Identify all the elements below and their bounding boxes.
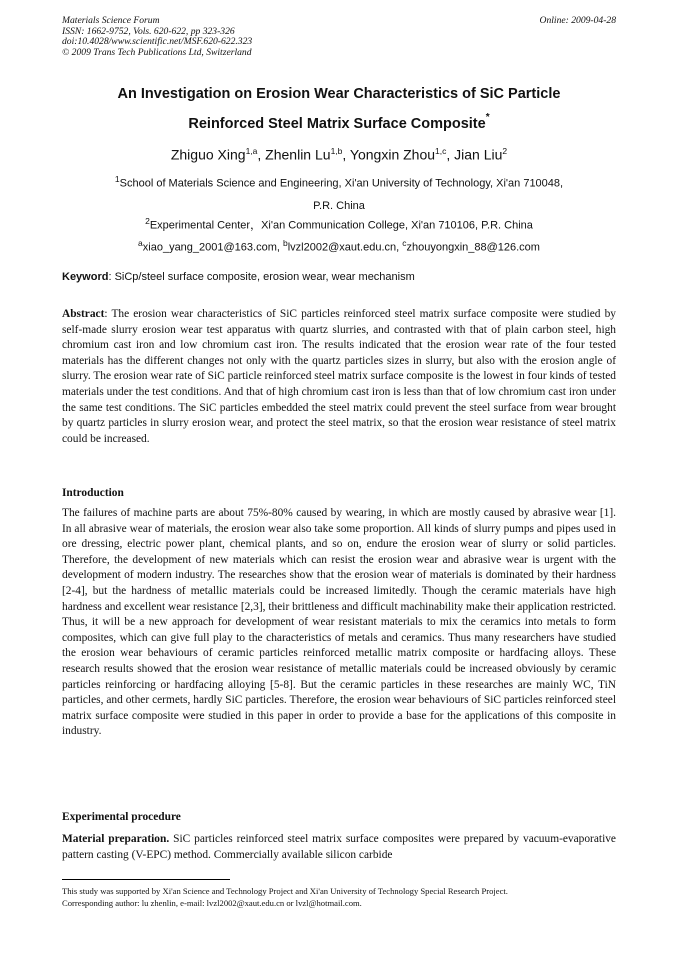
introduction-heading: Introduction xyxy=(62,487,124,499)
email-line xyxy=(70,232,608,259)
aff2-text: Experimental Center，Xi'an Communication College, Xi'an 710106, P.R. China xyxy=(149,219,533,232)
footnote xyxy=(62,885,616,909)
author-sep: , xyxy=(342,146,350,163)
email-b-sup: b xyxy=(282,238,288,248)
abstract-text: : The erosion wear characteristics of SiC particles reinforced steel matrix surface composite were studied by self-made slurry erosion wear test apparatus with quartz slurries, and contrasted with that of plain carbon steel, high chromium cast iron and low chromium cast iron. The results indicated that the erosion wear rate of the four tested materials has the different changes not only with the quartz particles sizes in slurry, but also with the erosion angle of slurry. The erosion wear rate of SiC particle reinforced steel matrix surface composite is the lowest in four kinds of tested materials under the test conditions. And that of high chromium cast iron is less than that of low chromium cast iron under the same test conditions. The SiC particles embedded the steel matrix could prevent the steel surface from wear brought by quartz particles in slurry erosion wear, and protect the steel matrix, so that the erosion wear resistance of steel matrix could be increased. xyxy=(62,308,616,445)
aff1-line1: School of Materials Science and Engineering, Xi'an University of Technology, Xi'an 710048, xyxy=(119,177,564,190)
author-sup: 2 xyxy=(502,146,508,156)
email-c-sup: c xyxy=(402,238,407,248)
author-sep: , xyxy=(446,146,455,163)
footnote-rule xyxy=(62,879,230,880)
title-footnote-mark: * xyxy=(485,112,490,123)
author-sep: , xyxy=(257,146,266,163)
online-date: Online: 2009-04-28 xyxy=(539,15,616,26)
email-a: xiao_yang_2001@163.com, xyxy=(142,241,283,254)
experimental-body xyxy=(62,832,616,863)
issn-line: ISSN: 1662-9752, Vols. 620-622, pp 323-326 xyxy=(62,25,235,37)
author-sup: 1,a xyxy=(245,146,258,156)
footnote-funding: This study was supported by Xi'an Science and Technology Project and Xi'an University of Technology Special Research Project. xyxy=(62,886,508,896)
journal-header xyxy=(62,16,616,58)
author-sup: 1,b xyxy=(330,146,343,156)
footnote-corresponding: Corresponding author: lu zhenlin, e-mail: lvzl2002@xaut.edu.cn or lvzl@hotmail.com. xyxy=(62,898,362,908)
keywords-text: : SiCp/steel surface composite, erosion wear, wear mechanism xyxy=(108,271,415,283)
journal-name: Materials Science Forum xyxy=(62,15,160,26)
experimental-heading: Experimental procedure xyxy=(62,811,181,823)
keywords xyxy=(62,271,616,283)
email-c: zhouyongxin_88@126.com xyxy=(406,241,540,254)
aff2-sup: 2 xyxy=(145,216,150,226)
aff1-line2: P.R. China xyxy=(313,199,365,212)
author: Zhenlin Lu xyxy=(265,146,331,163)
email-b: lvzl2002@xaut.edu.cn, xyxy=(287,241,403,254)
title-line-2-text: Reinforced Steel Matrix Surface Composite xyxy=(188,115,486,132)
copyright-line: © 2009 Trans Tech Publications Ltd, Switzerland xyxy=(62,46,252,58)
abstract-label: Abstract xyxy=(62,308,105,320)
author: Yongxin Zhou xyxy=(349,146,436,163)
keywords-label: Keyword xyxy=(62,271,109,283)
aff1-sup: 1 xyxy=(114,174,120,184)
author: Jian Liu xyxy=(454,146,503,163)
author: Zhiguo Xing xyxy=(170,146,246,163)
author-list xyxy=(40,146,638,163)
paper-title xyxy=(40,82,638,137)
email-a-sup: a xyxy=(138,238,143,248)
doi-line: doi:10.4028/www.scientific.net/MSF.620-622.323 xyxy=(62,36,253,48)
title-line-1: An Investigation on Erosion Wear Characteristics of SiC Particle xyxy=(117,86,561,102)
author-sup: 1,c xyxy=(435,146,447,156)
abstract xyxy=(62,307,616,447)
introduction-body: The failures of machine parts are about 75%-80% caused by wearing, in which are mostly caused by abrasive wear [1]. In all abrasive wear of materials, the erosion wear also take some proportion. All kinds of slurry pumps and pipes used in ore dressing, electric power plant, chemical plants, and so on, endure the erosion wear of slurry or solid particles. Therefore, the development of new materials which can resist the erosion wear and abrasive wear is urgent with the development of modern industry. The researches show that the erosion wear of materials is dominated by their hardness [2-4], but the hardness of metallic materials could be increased limitedly. Though the ceramic materials have high hardness and excellent wear resistance [2,3], their brittleness and difficult machinability make their application restricted. Thus, it will be a new approach for development of wear resistant materials to mix the ceramics into metals to form composites, which can give full play to the characteristics of metals and ceramics. Thus many researchers have studied the erosion wear behaviours of ceramic particles reinforced metallic matrix composite or hardfacing alloys. These research results showed that the erosion wear resistance of metallic materials could be increased obviously by ceramic particles reinforcing or hardfacing alloying [5-8]. But the ceramic particles in these researches are mainly WC, TiN particles, and other cermets, hardly SiC particles. Therefore, the erosion wear behaviours of SiC particles reinforced steel matrix surface composite were studied in this paper in order to provide a base for the applications of this composite in industry. xyxy=(62,507,616,738)
material-preparation-text: SiC particles reinforced steel matrix surface composites were prepared by vacuum-evaporative pattern casting (V-EPC) method. Commercially available silicon carbide xyxy=(62,833,616,861)
title-line-2 xyxy=(40,107,638,137)
material-preparation-label: Material preparation. xyxy=(62,833,170,845)
